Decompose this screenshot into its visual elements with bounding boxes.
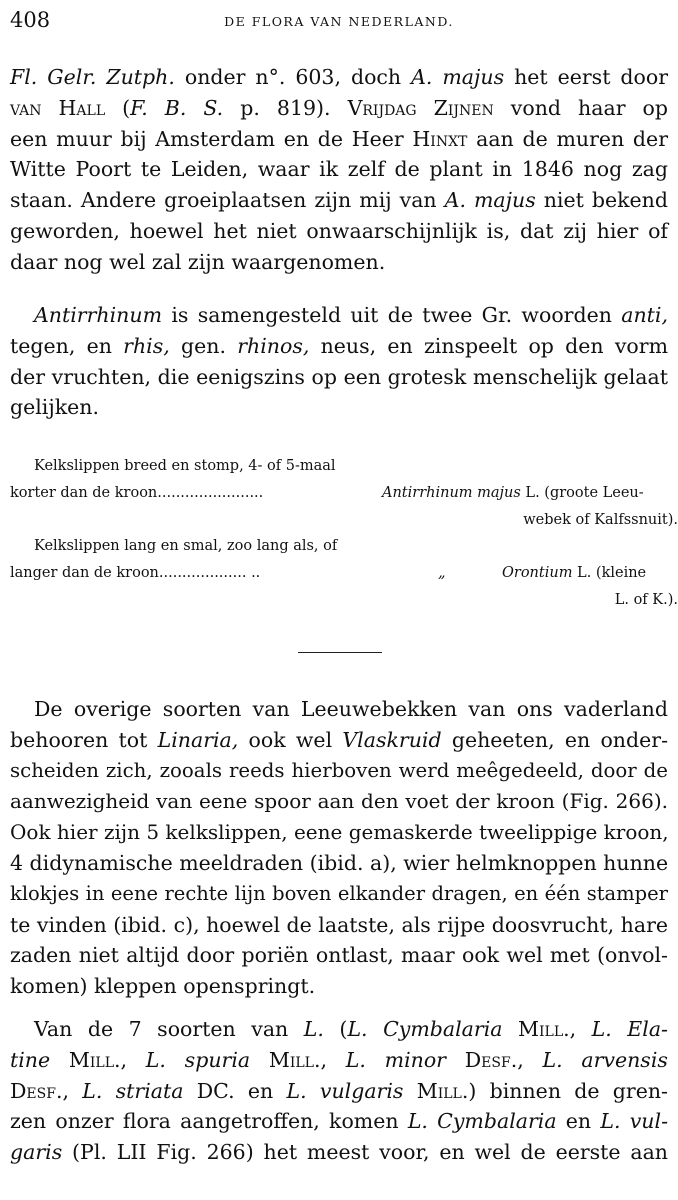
text-line [10, 1045, 668, 1076]
species-name: A. majus [444, 188, 536, 213]
text-segment: neus, en zinspeelt op den vorm [309, 333, 669, 358]
key-species [382, 485, 644, 501]
text-segment: aan de muren der [467, 126, 668, 151]
species-name: L. arvensis [542, 1047, 668, 1072]
text-segment [250, 1048, 269, 1072]
paragraph-etymology [10, 300, 668, 423]
text-segment: , [517, 1047, 543, 1072]
species-name: L. vul- [600, 1109, 668, 1134]
text-segment [403, 1079, 416, 1103]
key-text: L. (groote Leeu- [520, 485, 644, 501]
text-line [10, 124, 668, 155]
species-name: L. Cymbalaria [407, 1109, 557, 1134]
genus-name: Antirrhinum [382, 485, 473, 501]
text-segment: zen onzer flora aangetroffen, komen [10, 1109, 408, 1134]
genus-name: Linaria, [157, 727, 239, 752]
text-segment: p. 819). [223, 95, 348, 120]
text-segment: onder n°. 603, doch [174, 65, 412, 89]
greek-word: rhinos, [237, 333, 310, 358]
text-segment: vond haar op [493, 95, 668, 120]
author-abbrev: Mill. [518, 1017, 570, 1041]
text-segment: is samengesteld uit de twee Gr. woorden [162, 303, 622, 327]
running-head: DE FLORA VAN NEDERLAND. [224, 14, 454, 29]
text-line: Witte Poort te Leiden, waar ik zelf de plant in 1846 nog zag [10, 157, 668, 182]
paragraph-species [10, 1014, 668, 1168]
key-text: L. of K.). [614, 592, 678, 608]
text-line: scheiden zich, zooals reeds hierboven werd meêgedeeld, door de [10, 758, 668, 782]
text-segment: het eerst door [504, 65, 669, 89]
text-line: komen) kleppen openspringt. [10, 974, 316, 999]
citation-text: F. B. S. [130, 95, 224, 120]
key-text: korter dan de kroon....................... [10, 485, 264, 501]
species-name: garis [10, 1140, 63, 1165]
text-line: daar nog wel zal zijn waargenomen. [10, 249, 386, 274]
text-segment: staan. Andere groeiplaatsen zijn mij van [10, 188, 445, 213]
text-segment: ( [105, 95, 131, 120]
text-line: geworden, hoewel het niet onwaarschijnlijk is, dat zij hier of [10, 218, 668, 243]
text-segment [50, 1048, 69, 1072]
text-segment: , [569, 1017, 592, 1041]
key-text: Kelkslippen lang en smal, zoo lang als, of [34, 538, 338, 554]
text-line [10, 1106, 668, 1137]
text-line: klokjes in eene rechte lijn boven elkander dragen, en één stamper [10, 881, 668, 905]
citation-text: Fl. Gelr. Zutph. [10, 65, 175, 89]
key-entry-2 [10, 538, 678, 618]
key-text: Kelkslippen breed en stomp, 4- of 5-maal [34, 458, 336, 474]
text-line [10, 300, 668, 331]
greek-word: anti, [621, 303, 668, 327]
author-abbrev: Mill. [416, 1078, 469, 1103]
genus-name: Antirrhinum [34, 303, 163, 327]
species-name: L. Cymbalaria [347, 1017, 503, 1041]
text-segment: ) binnen de gren- [468, 1078, 668, 1103]
key-text: langer dan de kroon................... .. [10, 565, 261, 581]
species-name: L. spuria [145, 1047, 251, 1072]
text-line: Ook hier zijn 5 kelkslippen, eene gemaskerde tweelippige kroon, [10, 820, 669, 845]
species-name: L. Ela- [591, 1017, 668, 1041]
species-name: L. vulgaris [286, 1078, 404, 1103]
text-line [10, 62, 668, 93]
text-line: aanwezigheid van eene spoor aan den voet der kroon (Fig. 266). [10, 789, 668, 814]
text-segment: DC. en [183, 1078, 287, 1103]
common-name: Vlaskruid [342, 727, 442, 752]
author-abbrev: Mill. [268, 1047, 321, 1072]
text-segment: niet bekend [535, 188, 669, 213]
author-abbrev: Desf. [10, 1078, 63, 1103]
text-segment: behooren tot [10, 727, 158, 752]
text-segment: , [320, 1047, 346, 1072]
text-line [10, 93, 668, 124]
text-line: der vruchten, die eenigszins op een grotesk menschelijk gelaat [10, 364, 668, 389]
text-segment: ook wel [238, 727, 343, 752]
key-text: webek of Kalfssnuit). [523, 512, 678, 528]
ditto-mark: „ [438, 565, 446, 581]
text-segment: een muur bij Amsterdam en de Heer [10, 126, 413, 151]
species-epithet: majus [477, 485, 521, 501]
text-segment: ( [323, 1017, 348, 1041]
page-header [10, 8, 668, 38]
text-segment: Van de 7 soorten van [34, 1017, 304, 1041]
text-segment: gen. [169, 333, 238, 358]
author-name: Hinxt [412, 126, 468, 151]
section-divider [298, 652, 382, 653]
text-line: te vinden (ibid. c), hoewel de laatste, als rijpe doosvrucht, hare [10, 912, 668, 937]
identification-key [10, 458, 678, 618]
text-segment: tegen, en [10, 333, 124, 358]
text-segment: (Pl. LII Fig. 266) het meest voor, en wel de eerste aan [62, 1140, 668, 1165]
text-segment [502, 1017, 518, 1041]
text-line: De overige soorten van Leeuwebekken van ons vaderland [34, 697, 668, 721]
species-epithet: Orontium [502, 565, 573, 581]
genus-abbrev: L. [303, 1017, 324, 1041]
author-abbrev: Desf. [464, 1047, 518, 1072]
text-segment: geheeten, en onder- [441, 727, 668, 752]
text-line [10, 1137, 668, 1168]
greek-word: rhis, [123, 333, 170, 358]
text-segment: , [120, 1047, 146, 1072]
author-abbrev: Mill. [68, 1047, 121, 1072]
paragraph-distribution [10, 62, 668, 278]
text-line: 4 didynamische meeldraden (ibid. a), wier helmknoppen hunne [10, 850, 669, 875]
author-name: Vrijdag Zijnen [347, 95, 494, 120]
key-species [502, 565, 646, 581]
page-number: 408 [10, 8, 51, 32]
text-line [10, 1014, 668, 1045]
text-segment: en [556, 1109, 601, 1134]
species-name: L. minor [345, 1047, 446, 1072]
text-line [10, 725, 668, 756]
text-line [10, 331, 668, 362]
species-name: A. majus [411, 65, 505, 89]
key-text: L. (kleine [572, 565, 647, 581]
author-name: van Hall [10, 95, 106, 120]
paragraph-linaria [10, 694, 668, 1002]
text-segment: , [62, 1078, 83, 1103]
species-name: L. striata [82, 1078, 184, 1103]
text-line: zaden niet altijd door poriën ontlast, maar ook wel met (onvol- [10, 943, 668, 968]
text-segment [446, 1048, 465, 1072]
species-name: tine [10, 1047, 51, 1072]
text-line [10, 1076, 668, 1107]
text-line: gelijken. [10, 395, 99, 420]
text-line [10, 185, 668, 216]
key-entry-1 [10, 458, 678, 538]
